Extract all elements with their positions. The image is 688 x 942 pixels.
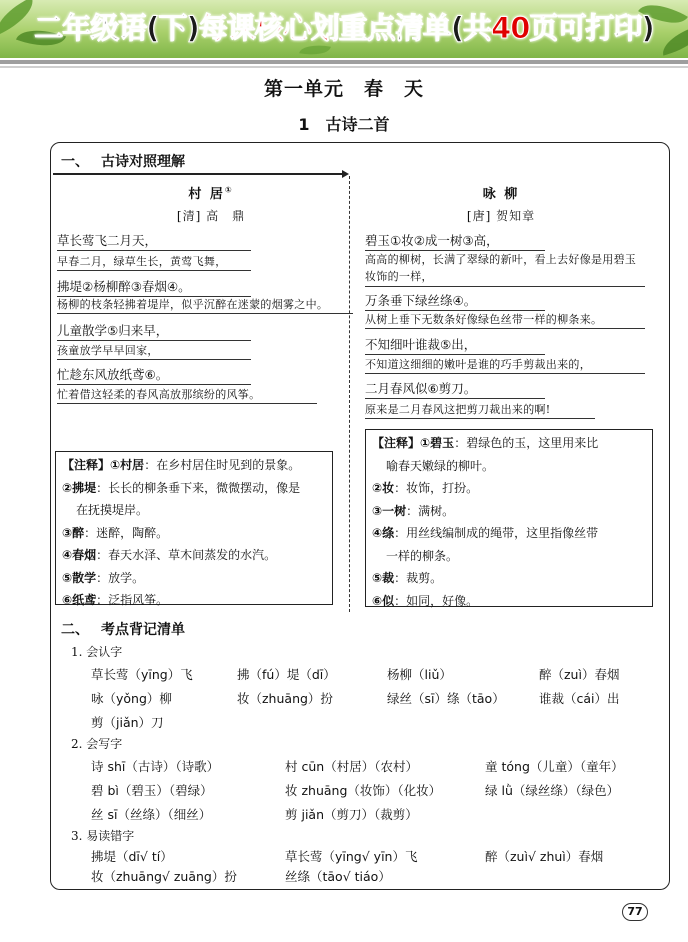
section-underline	[53, 173, 343, 175]
list-item: 醉（zuì√ zhuì）春烟	[485, 849, 604, 864]
verse-line: 二月春风似⑥剪刀。	[365, 379, 545, 399]
banner-title: 二年级语(下)每课核心划重点清单(共40页可打印)	[34, 11, 654, 45]
list-item: 咏（yǒng）柳	[91, 691, 172, 706]
translation-line: 孩童放学早早回家，	[57, 342, 251, 360]
list-item: 诗 shī（古诗）（诗歌）	[91, 759, 220, 774]
list-item: 妆（zhuāng）扮	[237, 691, 333, 706]
column-divider	[349, 176, 350, 612]
subsection-heading: 2. 会写字	[71, 737, 123, 751]
verse-line: 草长莺飞二月天，	[57, 231, 251, 251]
unit-title: 第一单元 春 天	[263, 78, 424, 100]
translation-line: 忙着借这轻柔的春风高放那缤纷的风筝。	[57, 386, 317, 404]
verse-line: 儿童散学⑤归来早，	[57, 321, 251, 341]
list-item: 草长莺（yīng√ yīn）飞	[285, 849, 418, 864]
notes-box-left: 【注释】①村居：在乡村居住时见到的景象。 ②拂堤：长长的柳条垂下来，微微摆动，像是 在抚摸堤岸。 ③醉：迷醉，陶醉。 ④春烟：春天水泽、草木间蒸发的水汽。 ⑤散学：放学。 ⑥纸鸢：泛指风筝。	[55, 451, 333, 605]
list-item: 绿 lǜ（绿丝绦）（绿色）	[485, 783, 620, 798]
list-item: 剪 jiǎn（剪刀）（裁剪）	[285, 807, 418, 822]
list-item: 丝绦（tāo√ tiáo）	[285, 869, 391, 884]
translation-line: 高高的柳树，长满了翠绿的新叶，看上去好像是用碧玉妆饰的一样，	[365, 251, 645, 287]
notes-box-right: 【注释】①碧玉：碧绿色的玉，这里用来比 喻春天嫩绿的柳叶。 ②妆：妆饰，打扮。 ③一树：满树。 ④绦：用丝线编制成的绳带，这里指像丝带 一样的柳条。 ⑤裁：裁剪。 ⑥似：如同，好像。	[365, 429, 653, 607]
lesson-title: 1 古诗二首	[298, 115, 390, 134]
poem-author-left: [清] 高 鼎	[176, 209, 246, 223]
list-item: 剪（jiǎn）刀	[91, 715, 164, 730]
list-item: 草长莺（yīng）飞	[91, 667, 193, 682]
translation-line: 早春二月，绿草生长，黄莺飞舞，	[57, 253, 251, 271]
list-item: 拂（fú）堤（dī）	[237, 667, 336, 682]
list-item: 绿丝（sī）绦（tāo）	[387, 691, 505, 706]
list-item: 妆（zhuāng√ zuāng）扮	[91, 869, 237, 884]
subsection-heading: 3. 易读错字	[71, 829, 135, 843]
verse-line: 忙趁东风放纸鸢⑥。	[57, 365, 251, 385]
verse-line: 不知细叶谁裁⑤出，	[365, 335, 545, 355]
page-number: 77	[622, 903, 648, 921]
list-item: 醉（zuì）春烟	[539, 667, 620, 682]
translation-line: 原来是二月春风这把剪刀裁出来的啊!	[365, 401, 595, 419]
verse-line: 万条垂下绿丝绦④。	[365, 291, 545, 311]
poem-title-right: 咏 柳	[482, 187, 520, 202]
list-item: 拂堤（dī√ tí）	[91, 849, 173, 864]
section-heading: 一、 古诗对照理解	[61, 154, 185, 170]
poem-title-left: 村 居①	[188, 185, 234, 202]
list-item: 童 tóng（儿童）（童年）	[485, 759, 624, 774]
list-item: 妆 zhuāng（妆饰）（化妆）	[285, 783, 442, 798]
verse-line: 碧玉①妆②成一树③高，	[365, 231, 545, 251]
subsection-heading: 1. 会认字	[71, 645, 123, 659]
list-item: 碧 bì（碧玉）（碧绿）	[91, 783, 213, 798]
list-item: 杨柳（liǔ）	[387, 667, 452, 682]
list-item: 丝 sī（丝绦）（细丝）	[91, 807, 212, 822]
translation-line: 不知道这细细的嫩叶是谁的巧手剪裁出来的，	[365, 356, 645, 374]
list-item: 谁裁（cái）出	[539, 691, 620, 706]
translation-line: 从树上垂下无数条好像绿色丝带一样的柳条来。	[365, 311, 645, 329]
section-heading: 二、 考点背记清单	[61, 622, 185, 638]
header-stripe	[0, 60, 688, 64]
verse-line: 拂堤②杨柳醉③春烟④。	[57, 277, 251, 297]
content-frame	[50, 142, 670, 890]
poem-author-right: [唐] 贺知章	[466, 209, 536, 223]
header-stripe	[0, 66, 688, 68]
header-banner	[0, 0, 688, 58]
list-item: 村 cūn（村居）（农村）	[285, 759, 418, 774]
translation-line: 杨柳的枝条轻拂着堤岸，似乎沉醉在迷蒙的烟雾之中。	[57, 296, 353, 314]
